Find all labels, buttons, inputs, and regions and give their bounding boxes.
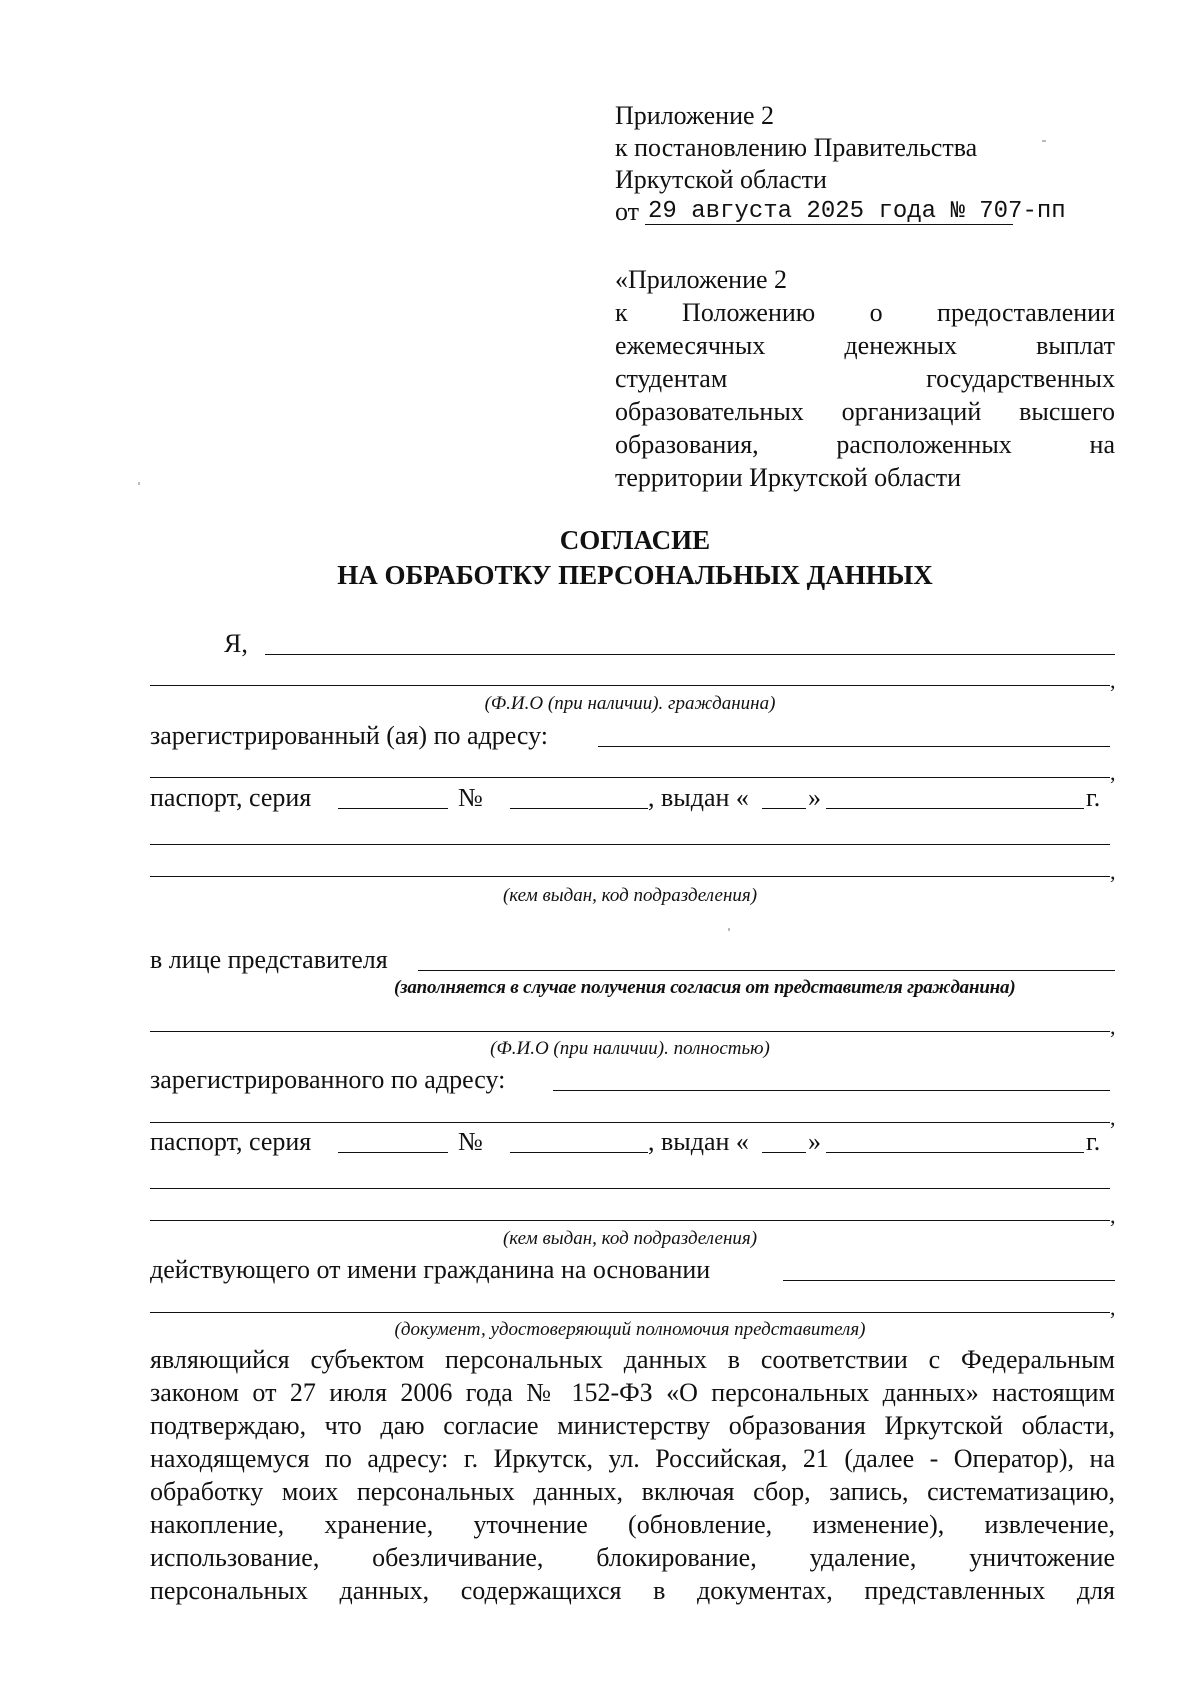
acting-basis-line-2 — [150, 1312, 1110, 1313]
address-line-2 — [150, 777, 1110, 778]
header-appendix-number: Приложение 2 — [615, 101, 775, 130]
address2-comma: , — [1110, 1105, 1116, 1130]
body-line-7: использование, обезличивание, блокирование, удаление, уничтожение — [150, 1543, 1115, 1572]
registered2-label: зарегистрированного по адресу: — [150, 1065, 506, 1094]
issued-by-caption: (кем выдан, код подразделения) — [502, 885, 758, 906]
body-line-4: находящемуся по адресу: г. Иркутск, ул. Российская, 21 (далее - Оператор), на — [150, 1444, 1115, 1473]
representative-line — [418, 970, 1115, 971]
representative-fio-comma: , — [1110, 1014, 1116, 1039]
i-label: Я, — [224, 629, 248, 658]
appendix-line-5: образовательных организаций высшего — [615, 397, 1115, 426]
address2-line-1 — [553, 1090, 1110, 1091]
fio-comma: , — [1110, 668, 1116, 693]
issued-month-line — [826, 808, 1084, 809]
representative-fio-caption: (Ф.И.О (при наличии). полностью) — [490, 1038, 770, 1059]
issued2-day-line — [762, 1152, 806, 1153]
scan-speck — [728, 928, 730, 931]
issued-by-line-2 — [150, 876, 1110, 877]
body-line-2: законом от 27 июля 2006 года № 152-ФЗ «О персональных данных» настоящим — [150, 1378, 1115, 1407]
address-comma: , — [1110, 760, 1116, 785]
passport2-number-sign: № — [458, 1127, 483, 1156]
issued-by2-line-2 — [150, 1220, 1110, 1221]
passport2-label: паспорт, серия — [150, 1127, 312, 1156]
issued-day-line — [762, 808, 806, 809]
issued-by2-line-1 — [150, 1188, 1110, 1189]
issued-by-comma: , — [1110, 859, 1116, 884]
appendix-line-6: образования, расположенных на — [615, 430, 1115, 459]
issued2-month-line — [826, 1152, 1084, 1153]
passport-number-line — [510, 808, 648, 809]
header-decree-reference: к постановлению Правительства — [615, 133, 978, 162]
fio-caption: (Ф.И.О (при наличии). гражданина) — [484, 693, 776, 714]
appendix-line-2: к Положению о предоставлении — [615, 298, 1115, 327]
acting-basis-line-1 — [783, 1280, 1115, 1281]
passport2-number-line — [510, 1152, 648, 1153]
passport-series-line — [338, 808, 448, 809]
appendix-number: «Приложение 2 — [615, 265, 788, 294]
fio-line-2 — [150, 685, 1110, 686]
issued2-label: , выдан « — [648, 1127, 749, 1156]
document-subtitle: НА ОБРАБОТКУ ПЕРСОНАЛЬНЫХ ДАННЫХ — [337, 560, 933, 590]
registered-label: зарегистрированный (ая) по адресу: — [150, 721, 549, 750]
body-line-3: подтверждаю, что даю согласие министерству образования Иркутской области, — [150, 1411, 1115, 1440]
issued2-quote-close: » — [808, 1127, 821, 1156]
passport2-series-line — [338, 1152, 448, 1153]
issued-label: , выдан « — [648, 783, 749, 812]
body-line-5: обработку моих персональных данных, включая сбор, запись, систематизацию, — [150, 1477, 1115, 1506]
body-line-8: персональных данных, содержащихся в документах, представленных для — [150, 1576, 1115, 1605]
header-date-prefix: от — [615, 197, 640, 226]
acting-basis-comma: , — [1110, 1295, 1116, 1320]
issued-by-line-1 — [150, 844, 1110, 845]
passport-number-sign: № — [458, 783, 483, 812]
acting-label: действующего от имени гражданина на основании — [150, 1255, 711, 1284]
header-region: Иркутской области — [615, 165, 827, 194]
appendix-line-4: студентам государственных — [615, 364, 1115, 393]
representative-label: в лице представителя — [150, 945, 388, 974]
appendix-line-3: ежемесячных денежных выплат — [615, 331, 1115, 360]
document-caption: (документ, удостоверяющий полномочия представителя) — [394, 1319, 866, 1340]
header-date-value: 29 августа 2025 года № 707-пп — [648, 198, 1066, 225]
scan-speck — [138, 482, 140, 485]
address-line-1 — [598, 746, 1110, 747]
issued-by2-comma: , — [1110, 1203, 1116, 1228]
body-line-6: накопление, хранение, уточнение (обновление, изменение), извлечение, — [150, 1510, 1115, 1539]
representative-fio-line — [150, 1031, 1110, 1032]
header-date-underline — [645, 224, 1013, 225]
document-title: СОГЛАСИЕ — [559, 525, 711, 555]
address2-line-2 — [150, 1122, 1110, 1123]
passport-label: паспорт, серия — [150, 783, 312, 812]
issued-quote-close: » — [808, 783, 821, 812]
issued-by2-caption: (кем выдан, код подразделения) — [502, 1228, 758, 1249]
year2-suffix: г. — [1086, 1127, 1101, 1156]
body-line-1: являющийся субъектом персональных данных в соответствии с Федеральным — [150, 1345, 1115, 1374]
fio-line-1 — [265, 654, 1115, 655]
representative-caption: (заполняется в случае получения согласия от представителя гражданина) — [394, 977, 1016, 998]
year-suffix: г. — [1086, 783, 1101, 812]
scan-speck — [1042, 140, 1046, 142]
appendix-line-7: территории Иркутской области — [615, 463, 962, 492]
